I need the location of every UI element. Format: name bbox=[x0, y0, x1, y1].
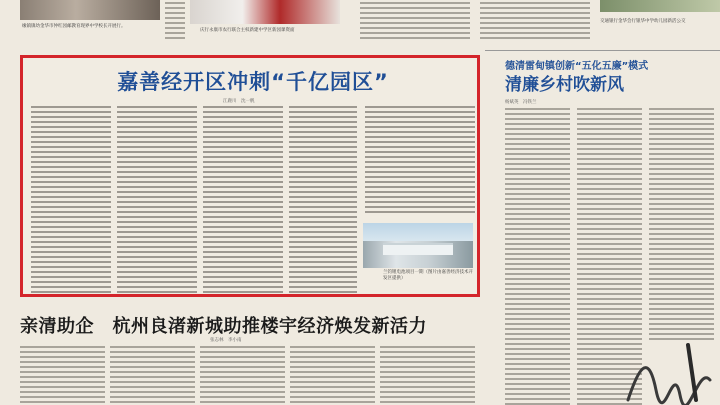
pen-scribble-graphic bbox=[618, 340, 718, 405]
main-text-column bbox=[31, 106, 111, 294]
top-caption-right: 交通银行金华会行银华中学幼儿园新活公交 bbox=[600, 19, 686, 24]
top-photo-right bbox=[600, 0, 720, 12]
right-text-column bbox=[505, 108, 570, 405]
main-byline: 江鹿川 沈一帆 bbox=[223, 99, 255, 104]
right-column-rule bbox=[485, 50, 720, 51]
main-text-column bbox=[203, 106, 283, 294]
top-caption-left: 缘镇镇幼金华市仲红园邮教育现界中学校长开展行。 bbox=[22, 24, 126, 29]
top-caption-center: 庆行永康市农行联合主权新建中学区新园课资面 bbox=[200, 28, 295, 33]
secondary-text-column bbox=[110, 346, 195, 405]
top-text-block bbox=[165, 2, 185, 42]
right-headline: 清廉乡村吹新风 bbox=[505, 75, 624, 95]
main-article-frame bbox=[20, 55, 480, 297]
factory-photo-roof bbox=[383, 243, 453, 255]
secondary-text-column bbox=[20, 346, 105, 405]
right-text-column bbox=[649, 108, 714, 343]
right-kicker: 德清雷甸镇创新“五化五廉”模式 bbox=[505, 61, 649, 72]
top-text-block bbox=[480, 2, 590, 42]
main-text-column bbox=[365, 106, 475, 216]
top-strip bbox=[0, 0, 720, 52]
main-headline: 嘉善经开区冲刺“千亿园区” bbox=[117, 70, 389, 94]
factory-photo-caption: 兰钧锂电池项目一期（图片由嘉善经济技术开发区提供） bbox=[383, 270, 473, 281]
secondary-text-column bbox=[290, 346, 375, 405]
top-text-block bbox=[360, 2, 470, 42]
top-photo-left bbox=[20, 0, 160, 20]
secondary-headline: 亲清助企 杭州良渚新城助推楼宇经济焕发新活力 bbox=[20, 316, 427, 337]
right-byline: 杨斌英 冯铁兰 bbox=[505, 100, 537, 105]
main-text-column bbox=[289, 106, 357, 294]
top-photo-center bbox=[190, 0, 340, 24]
secondary-byline: 张志林 李小南 bbox=[210, 338, 242, 343]
secondary-text-column bbox=[380, 346, 475, 405]
secondary-text-column bbox=[200, 346, 285, 405]
main-text-column bbox=[117, 106, 197, 294]
